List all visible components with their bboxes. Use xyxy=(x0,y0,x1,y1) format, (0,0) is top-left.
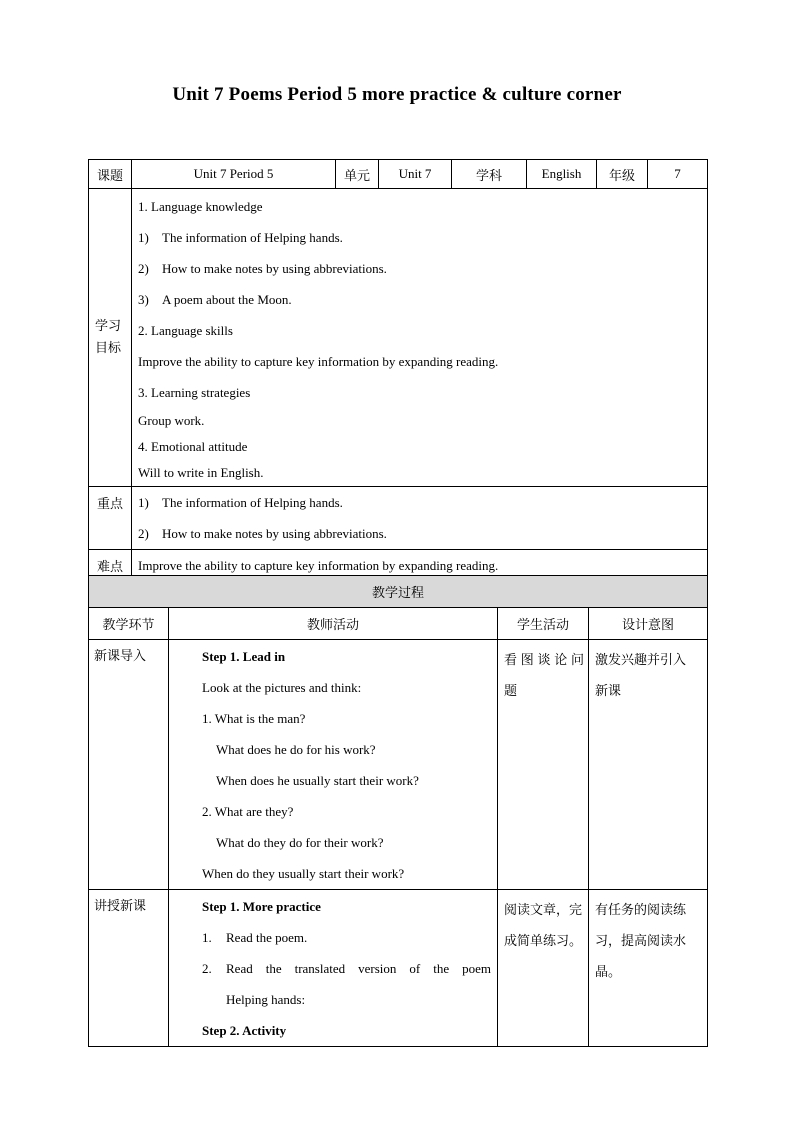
column-header-student: 学生活动 xyxy=(498,608,589,640)
objective-line: 1. Language knowledge xyxy=(138,199,263,214)
key-point-number: 2) xyxy=(138,526,149,541)
objective-line xyxy=(132,253,707,284)
key-points-label: 重点 xyxy=(89,487,132,550)
intent-line: 晶。 xyxy=(595,965,622,980)
intent-line: 有任务的阅读练 xyxy=(595,903,687,918)
objective-number: 1) xyxy=(138,230,149,245)
activity-text: Read the poem. xyxy=(226,930,308,945)
student-activity-cell xyxy=(498,640,589,890)
objective-line: Will to write in English. xyxy=(138,465,264,480)
difficulties-label: 难点 xyxy=(89,550,132,582)
activity-line: When does he usually start their work? xyxy=(216,773,419,788)
key-point-number: 1) xyxy=(138,495,149,510)
student-activity-line: 阅读文章，完 xyxy=(504,903,583,918)
intent-line: 激发兴趣并引入 xyxy=(595,653,687,668)
column-header-intent: 设计意图 xyxy=(589,608,708,640)
activity-line: What does he do for his work? xyxy=(216,742,376,757)
objective-number: 3) xyxy=(138,292,149,307)
intent-line: 新课 xyxy=(595,684,622,699)
column-header-stage: 教学环节 xyxy=(89,608,169,640)
activity-number: 1. xyxy=(202,930,212,945)
stage-cell: 新课导入 xyxy=(89,640,169,890)
step-heading: Step 2. Activity xyxy=(202,1023,287,1038)
grade-label: 年级 xyxy=(597,160,648,189)
objective-line: 3. Learning strategies xyxy=(138,385,251,400)
objective-line: 2. Language skills xyxy=(138,323,233,338)
table-row xyxy=(89,640,708,890)
teacher-activity-cell xyxy=(169,890,498,1047)
activity-text: Read the translated version of the poem xyxy=(226,961,491,976)
page-title: Unit 7 Poems Period 5 more practice & culture corner xyxy=(172,84,622,105)
student-activity-line: 成简单练习。 xyxy=(504,934,583,949)
key-point-line xyxy=(132,487,707,518)
activity-line: Helping hands: xyxy=(226,992,306,1007)
student-activity-cell xyxy=(498,890,589,1047)
intent-cell xyxy=(589,890,708,1047)
objective-line: 4. Emotional attitude xyxy=(138,439,248,454)
objective-line xyxy=(132,284,707,315)
key-point-text: The information of Helping hands. xyxy=(162,495,343,510)
intent-cell xyxy=(589,640,708,890)
course-value: Unit 7 Period 5 xyxy=(132,160,336,189)
objective-text: The information of Helping hands. xyxy=(162,230,343,245)
grade-value: 7 xyxy=(648,160,708,189)
activity-line xyxy=(202,922,490,953)
activity-line: What do they do for their work? xyxy=(216,835,384,850)
objectives-label-text: 学习目标 xyxy=(95,318,122,356)
objective-line xyxy=(132,222,707,253)
objective-line: Improve the ability to capture key information by expanding reading. xyxy=(138,354,499,369)
teacher-activity-cell xyxy=(169,640,498,890)
activity-line xyxy=(202,953,490,984)
unit-label: 单元 xyxy=(336,160,379,189)
key-point-line xyxy=(132,518,707,549)
activity-line: When do they usually start their work? xyxy=(202,866,405,881)
unit-value: Unit 7 xyxy=(379,160,452,189)
activity-line: 1. What is the man? xyxy=(202,711,306,726)
key-point-text: How to make notes by using abbreviations. xyxy=(162,526,387,541)
activity-number: 2. xyxy=(202,961,212,976)
subject-label: 学科 xyxy=(452,160,527,189)
objective-text: How to make notes by using abbreviations. xyxy=(162,261,387,276)
activity-line: Look at the pictures and think: xyxy=(202,680,362,695)
intent-line: 习，提高阅读水 xyxy=(595,934,687,949)
column-header-teacher: 教师活动 xyxy=(169,608,498,640)
student-activity-line: 看图谈论问 xyxy=(504,653,584,668)
objectives-content xyxy=(132,189,708,487)
stage-cell: 讲授新课 xyxy=(89,890,169,1047)
step-heading: Step 1. Lead in xyxy=(202,649,286,664)
difficulties-text: Improve the ability to capture key information by expanding reading. xyxy=(132,550,708,582)
teaching-process-table xyxy=(88,575,708,1047)
objectives-label xyxy=(89,189,132,487)
objective-line: Group work. xyxy=(138,413,205,428)
subject-value: English xyxy=(527,160,597,189)
step-heading: Step 1. More practice xyxy=(202,899,321,914)
key-points-content xyxy=(132,487,708,550)
activity-line: 2. What are they? xyxy=(202,804,294,819)
course-label: 课题 xyxy=(89,160,132,189)
student-activity-line: 题 xyxy=(504,684,518,699)
objective-number: 2) xyxy=(138,261,149,276)
objective-text: A poem about the Moon. xyxy=(162,292,292,307)
process-title: 教学过程 xyxy=(89,576,708,608)
table-row xyxy=(89,890,708,1047)
lesson-info-table xyxy=(88,159,708,582)
